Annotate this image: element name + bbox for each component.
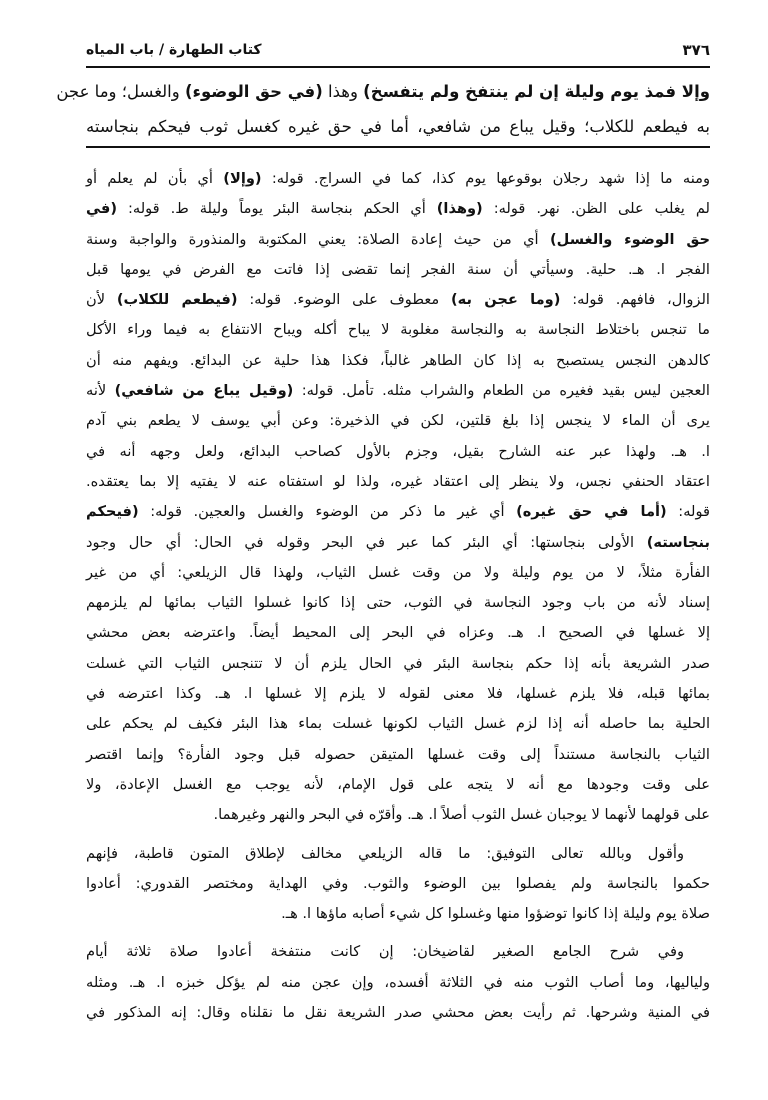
bold-quoted-text: (أما في حق غيره) bbox=[516, 503, 667, 521]
commentary-line bbox=[86, 164, 710, 194]
bold-quoted-text: (فيطعم للكلاب) bbox=[116, 291, 238, 309]
bold-quoted-text: (وما عجن به) bbox=[451, 291, 561, 309]
commentary-line bbox=[86, 467, 710, 497]
commentary bbox=[86, 164, 710, 1036]
text-segment: أي غير ما ذكر من الوضوء والغسل والعجين. قوله: bbox=[138, 503, 517, 521]
page-number: ٣٧٦ bbox=[682, 41, 710, 59]
text-segment: على وقت وجودها مع أنه لا يتجه على قول الإمام، لأنه يوجب مع الغسل الإعادة، ولا bbox=[86, 775, 710, 793]
commentary-paragraph bbox=[86, 164, 710, 831]
bold-quoted-text: (وقيل يباع من شافعي) bbox=[114, 382, 294, 400]
text-segment: الأولى بنجاستها: أي البئر كما عبر في البحر وقوله في الحال: أي حال وجود bbox=[86, 533, 647, 551]
text-segment: ما تنجس باختلاط النجاسة به والنجاسة مغلوبة لا يباح أكله ويباح الانتفاع به فيما وراء الأكل bbox=[86, 321, 710, 339]
commentary-line bbox=[86, 649, 710, 679]
text-segment: وأقول وبالله تعالى التوفيق: ما قاله الزيلعي مخالف لإطلاق المتون قاطبة، فإنهم bbox=[86, 844, 684, 862]
commentary-line bbox=[86, 709, 710, 739]
commentary-line bbox=[86, 255, 710, 285]
commentary-paragraph bbox=[86, 839, 710, 930]
text-segment: العجين ليس بقيد فغيره من الطعام والشراب مثله. تأمل. قوله: bbox=[293, 382, 710, 400]
text-segment: وفي شرح الجامع الصغير لقاضيخان: إن كانت منتفخة أعادوا صلاة ثلاثة أيام bbox=[86, 943, 684, 961]
text-segment: اعتقاد الحنفي نجس، ولا ينظر إلى اعتقاد غيره، ولذا لو استفتاه عنه لا يفتيه إلا بما يعتقده. bbox=[86, 472, 710, 490]
text-segment: قوله: bbox=[666, 503, 710, 521]
commentary-line bbox=[86, 588, 710, 618]
commentary-line bbox=[86, 528, 710, 558]
commentary-line bbox=[86, 497, 710, 527]
commentary-line bbox=[86, 968, 710, 998]
main-text bbox=[56, 74, 710, 144]
commentary-line bbox=[86, 437, 710, 467]
commentary-line bbox=[86, 376, 710, 406]
main-text-line bbox=[86, 109, 710, 144]
commentary-line bbox=[86, 225, 710, 255]
chapter-title: كتاب الطهارة / باب المياه bbox=[86, 42, 262, 58]
running-header bbox=[86, 38, 710, 62]
commentary-line bbox=[86, 679, 710, 709]
commentary-line bbox=[86, 346, 710, 376]
text-segment: الفجر ا. هـ. حلية. وسيأتي أن سنة الفجر إنما تقضى إذا فاتت مع الفرض في يومها قبل bbox=[86, 260, 710, 278]
text-segment: أي بأن لم يعلم أو bbox=[86, 170, 224, 187]
commentary-paragraph bbox=[86, 937, 710, 1028]
text-segment: على قولهما لأنهما لا يوجبان غسل الثوب أصلاً ا. هـ. وأقرّه في البحر والنهر وغيرهما. bbox=[213, 806, 710, 824]
text-segment: حكموا بالنجاسة ولم يفصلوا بين الوضوء والثوب. وفي الهداية ومختصر القدوري: أعادوا bbox=[86, 874, 710, 892]
text-segment: الحلية بما حاصله أنه إذا لزم غسل الثياب لكونها غسلت بماء هذا البئر فكيف لم يحكم على bbox=[86, 715, 710, 733]
text-segment: الزوال، فافهم. قوله: bbox=[560, 291, 710, 309]
text-segment: الثياب بالنجاسة مستنداً إلى وقت غسلها المتيقن حصوله قبل وجود الفأرة؟ وإنما اقتصر bbox=[86, 745, 710, 763]
bold-quoted-text: بنجاسته) bbox=[646, 533, 710, 551]
commentary-line bbox=[86, 194, 710, 224]
commentary-line bbox=[86, 937, 710, 967]
text-segment: لم يغلب على الظن. نهر. قوله: bbox=[482, 200, 710, 218]
bold-quoted-text: حق الوضوء والغسل) bbox=[550, 230, 711, 248]
text-segment: أي الحكم بنجاسة البئر يوماً وليلة ط. قوله: bbox=[117, 200, 437, 218]
main-text-separator bbox=[86, 146, 710, 148]
commentary-line bbox=[86, 558, 710, 588]
header-rule bbox=[86, 66, 710, 68]
bold-quoted-text: (في bbox=[86, 200, 117, 218]
bold-quoted-text: وإلا فمذ يوم وليلة إن لم ينتفخ ولم يتفسخ) bbox=[363, 82, 710, 101]
text-segment: ومنه ما إذا شهد رجلان بوقوعها يوم كذا، كما في السراج. قوله: bbox=[261, 170, 710, 187]
commentary-line bbox=[86, 618, 710, 648]
bold-quoted-text: (وإلا) bbox=[223, 170, 262, 187]
text-segment: وهذا bbox=[322, 82, 364, 101]
bold-quoted-text: (في حق الوضوء) bbox=[184, 82, 323, 101]
text-segment: في المنية وشرحها. ثم رأيت بعض محشي صدر الشريعة نقل ما نقلناه وقال: إنه المذكور في bbox=[86, 1004, 710, 1022]
text-segment: معطوف على الوضوء. قوله: bbox=[237, 291, 451, 309]
text-segment: لأنه bbox=[86, 382, 115, 400]
text-segment: كالدهن النجس يستصبح به إذا كان الطاهر غالباً، فكذا هذا حلية عن البدائع. ويفهم منه أن bbox=[86, 351, 710, 369]
text-segment: ولياليها، وما أصاب الثوب منه في الثلاثة أفسده، وإن عجن منه لم يؤكل خبزه ا. هـ. ومثله bbox=[86, 973, 710, 991]
text-segment: يرى أن الماء لا ينجس إذا بلغ قلتين، لكن في الذخيرة: وعن أبي يوسف لا يطعم بني آدم bbox=[86, 412, 710, 430]
commentary-line bbox=[86, 740, 710, 770]
commentary-line bbox=[86, 899, 710, 929]
commentary-line bbox=[86, 998, 710, 1028]
commentary-line bbox=[86, 800, 710, 830]
commentary-line bbox=[86, 869, 710, 899]
bold-quoted-text: (فيحكم bbox=[86, 503, 139, 521]
text-segment: إلا غسلها في الصحيح ا. هـ. وعزاه في البحر إلى المحيط أيضاً. واعترضه بعض محشي bbox=[86, 624, 710, 642]
text-segment: ا. هـ. ولهذا عبر عنه الشارح بقيل، وجزم بالأول كصاحب البدائع، ولعل وجهه أنه في bbox=[86, 442, 710, 460]
commentary-line bbox=[86, 285, 710, 315]
text-segment: به فيطعم للكلاب؛ وقيل يباع من شافعي، أما في حق غيره كغسل ثوب فيحكم بنجاسته bbox=[86, 117, 710, 136]
commentary-line bbox=[86, 839, 710, 869]
main-text-line bbox=[56, 74, 710, 109]
text-segment: صدر الشريعة بأنه إذا حكم بنجاسة البئر في الحال يلزم أن لا تتنجس الثياب التي غسلت bbox=[86, 654, 710, 672]
text-segment: إسناد لأنه من باب وجود النجاسة في الثوب، حتى إذا كانوا غسلوا الثياب بمائها لم يلزمهم bbox=[86, 594, 710, 612]
text-segment: أي من حيث إعادة الصلاة: يعني المكتوبة والمنذورة والواجبة وسنة bbox=[86, 230, 550, 248]
bold-quoted-text: (وهذا) bbox=[436, 200, 483, 218]
text-segment: بمائها قبله، فلا يلزم غسلها، فلا معنى لقوله لا يلزم إلا غسلها ا. هـ. وكذا اعترضه في bbox=[86, 685, 710, 703]
text-segment: والغسل؛ وما عجن bbox=[56, 82, 185, 101]
text-segment: الفأرة مثلاً، لا من يوم وليلة ولا من وقت غسل الثياب، ولهذا قال الزيلعي: أي من غير bbox=[86, 563, 710, 581]
text-segment: صلاة يوم وليلة إذا كانوا توضؤوا منها وغسلوا كل شيء أصابه ماؤها ا. هـ. bbox=[281, 905, 710, 923]
commentary-line bbox=[86, 770, 710, 800]
commentary-line bbox=[86, 406, 710, 436]
commentary-line bbox=[86, 315, 710, 345]
text-segment: لأن bbox=[86, 291, 117, 309]
